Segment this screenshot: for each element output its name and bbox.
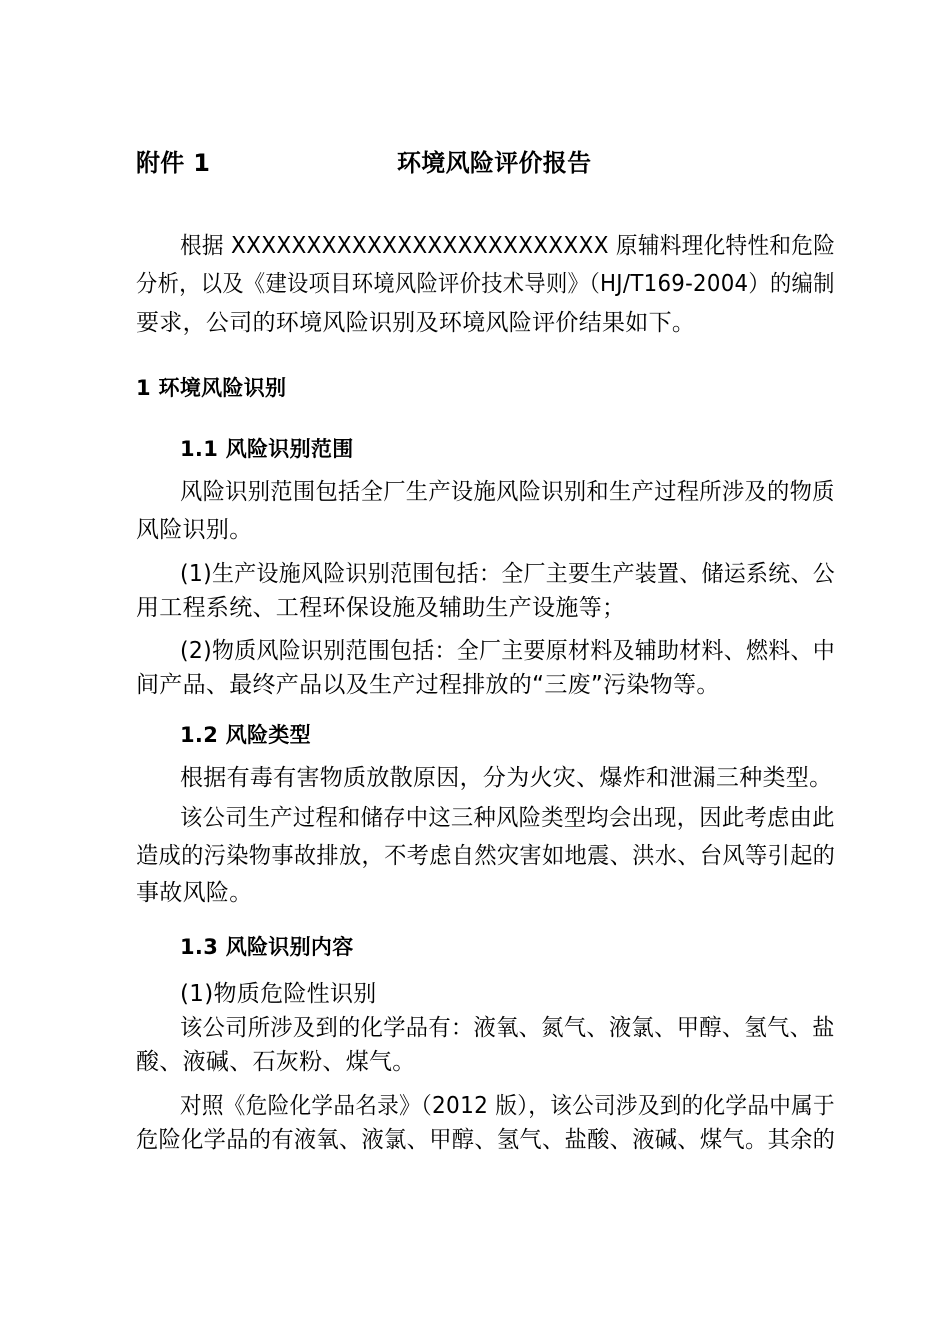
s11-p1-line-1: 风险识别范围包括全厂生产设施风险识别和生产过程所涉及的物质 <box>180 479 835 505</box>
s11-p3-line-1: (2)物质风险识别范围包括：全厂主要原材料及辅助材料、燃料、中 <box>180 638 836 664</box>
intro-line-3: 要求，公司的环境风险识别及环境风险评价结果如下。 <box>136 310 696 336</box>
s11-p3-line-2: 间产品、最终产品以及生产过程排放的“三废”污染物等。 <box>136 672 720 698</box>
section-1-3-heading: 1.3 风险识别内容 <box>180 935 354 959</box>
s13-p2-line-1: 该公司所涉及到的化学品有：液氧、氮气、液氯、甲醇、氢气、盐 <box>180 1015 835 1041</box>
s13-p2-line-2: 酸、液碱、石灰粉、煤气。 <box>136 1049 416 1075</box>
intro-line-1: 根据 XXXXXXXXXXXXXXXXXXXXXXXXX 原辅料理化特性和危险 <box>180 233 836 259</box>
section-1-1-heading: 1.1 风险识别范围 <box>180 437 354 461</box>
document-title: 环境风险评价报告 <box>397 149 592 177</box>
s11-p2-line-1: (1)生产设施风险识别范围包括：全厂主要生产装置、储运系统、公 <box>180 561 836 587</box>
s13-p1-line-1: (1)物质危险性识别 <box>180 981 377 1007</box>
attachment-label: 附件 1 <box>136 149 211 177</box>
s13-p3-line-1: 对照《危险化学品名录》（2012 版），该公司涉及到的化学品中属于 <box>180 1093 835 1119</box>
s11-p2-line-2: 用工程系统、工程环保设施及辅助生产设施等； <box>136 595 626 621</box>
section-1-heading: 1 环境风险识别 <box>136 376 287 400</box>
intro-line-2: 分析，以及《建设项目环境风险评价技术导则》（HJ/T169-2004）的编制 <box>136 271 835 297</box>
s13-p3-line-2: 危险化学品的有液氧、液氯、甲醇、氢气、盐酸、液碱、煤气。其余的 <box>136 1127 836 1153</box>
s12-p2-line-3: 事故风险。 <box>136 880 253 906</box>
s12-p2-line-1: 该公司生产过程和储存中这三种风险类型均会出现，因此考虑由此 <box>180 805 835 831</box>
s12-p1-line-1: 根据有毒有害物质放散原因，分为火灾、爆炸和泄漏三种类型。 <box>180 765 833 791</box>
s11-p1-line-2: 风险识别。 <box>136 517 253 543</box>
s12-p2-line-2: 造成的污染物事故排放，不考虑自然灾害如地震、洪水、台风等引起的 <box>136 843 836 869</box>
section-1-2-heading: 1.2 风险类型 <box>180 723 311 747</box>
